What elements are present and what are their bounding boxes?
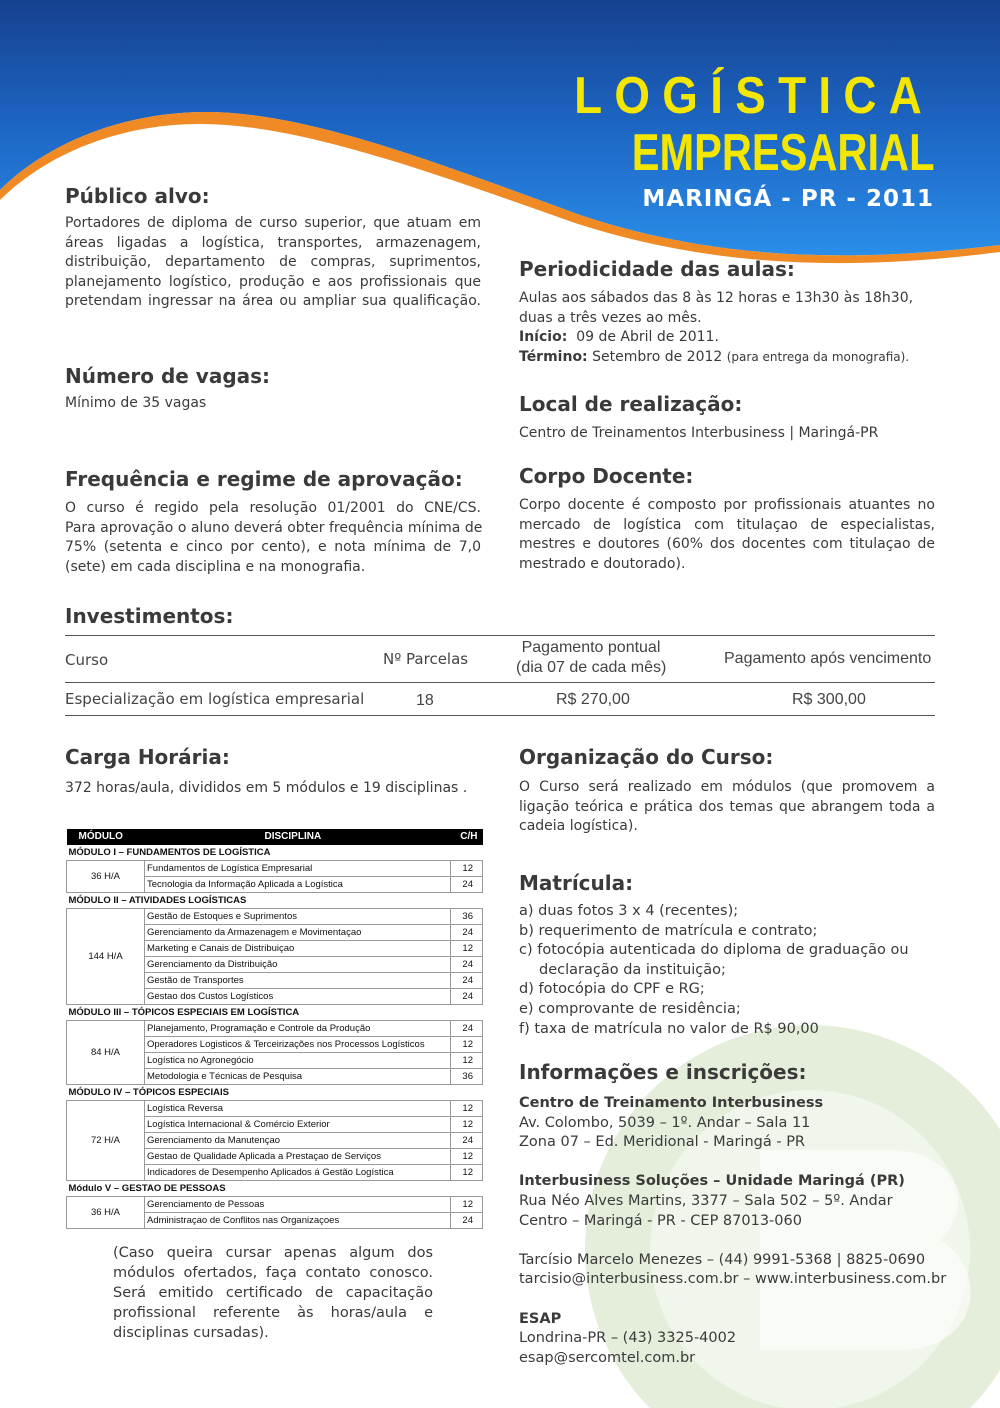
discipline-name: Gestão de Estoques e Suprimentos [145, 908, 451, 924]
local-heading: Local de realização: [519, 392, 743, 416]
module-title: MÓDULO II – ATIVIDADES LOGÍSTICAS [67, 892, 483, 908]
discipline-ch: 24 [451, 988, 483, 1004]
vagas-text: Mínimo de 35 vagas [65, 395, 207, 411]
module-hours: 36 H/A [67, 860, 145, 892]
module-title-row [67, 1180, 483, 1196]
discipline-ch: 12 [451, 860, 483, 876]
informacoes-text: Centro de Treinamento Interbusiness Av. Colombo, 5039 – 1º. Andar – Sala 11 Zona 07 – Ed. Meridional - Maringá - PR Interbusiness Soluções – Unidade Maringá (PR) Rua Néo Alves Martins, 3377 – Sala 502 – 5º. Andar Centro – Maringá - PR - CEP 87013-060 Tarcísio Marcelo Menezes – (44) 9991-5368 | 8825-0690 tarcisio@interbusiness.com.br – www.interbusiness.com.br ESAP Londrina-PR – (43) 3325-4002 esap@sercomtel.com.br [519, 1094, 959, 1368]
esap-email[interactable]: esap@sercomtel.com.br [519, 1349, 696, 1366]
modules-table-header [67, 829, 483, 845]
module-title-row [67, 845, 483, 861]
inv-row-apos: R$ 300,00 [792, 691, 866, 708]
investimentos-mid-rule [65, 682, 935, 683]
publico-alvo-text: Portadores de diploma de curso superior, que atuam em áreas ligadas a logística, transportes, armazenagem, distribuição, departamento de compras, suprimentos, planejamento logístico, produção e aos profissionais que pretendam ingressar na área ou ampliar sua qualificação. [65, 215, 481, 310]
discipline-ch: 24 [451, 1132, 483, 1148]
discipline-row [67, 860, 483, 876]
discipline-name: Gestao de Qualidade Aplicada a Prestaçao de Serviços [145, 1148, 451, 1164]
discipline-name: Logística no Agronegócio [145, 1052, 451, 1068]
modules-note: (Caso queira cursar apenas algum dos módulos ofertados, faça contato conosco. Será emitido certificado de capacitação profissional referente às horas/aula e disciplinas cursadas). [113, 1245, 433, 1341]
title-logistica: LOGÍSTICA [573, 67, 934, 125]
discipline-ch: 24 [451, 956, 483, 972]
discipline-row [67, 1100, 483, 1116]
header-disciplina: DISCIPLINA [145, 829, 451, 845]
discipline-name: Gerenciamento da Distribuição [145, 956, 451, 972]
frequencia-heading: Frequência e regime de aprovação: [65, 467, 463, 491]
matricula-item: declaração da instituição; [539, 961, 726, 978]
inv-row-curso: Especialização em logística empresarial [65, 690, 365, 708]
discipline-name: Fundamentos de Logística Empresarial [145, 860, 451, 876]
inv-header-parcelas: Nº Parcelas [383, 650, 469, 668]
discipline-ch: 36 [451, 908, 483, 924]
discipline-ch: 12 [451, 940, 483, 956]
discipline-name: Administraçao de Conflitos nas Organizaçoes [145, 1212, 451, 1228]
docente-heading: Corpo Docente: [519, 464, 694, 488]
organizacao-heading: Organização do Curso: [519, 745, 774, 769]
module-title: MÓDULO III – TÓPICOS ESPECIAIS EM LOGÍSTICA [67, 1004, 483, 1020]
discipline-ch: 24 [451, 876, 483, 892]
inv-row-parcelas: 18 [416, 692, 434, 709]
matricula-item: f) taxa de matrícula no valor de R$ 90,00 [519, 1020, 819, 1037]
investimentos-top-rule [65, 635, 935, 636]
discipline-name: Logística Internacional & Comércio Exterior [145, 1116, 451, 1132]
discipline-name: Indicadores de Desempenho Aplicados á Gestão Logística [145, 1164, 451, 1180]
matricula-item: a) duas fotos 3 x 4 (recentes); [519, 903, 739, 919]
subtitle-location-year: MARINGÁ - PR - 2011 [642, 186, 934, 212]
inv-header-apos: Pagamento após vencimento [724, 650, 932, 667]
discipline-name: Gerenciamento da Armazenagem e Movimentaçao [145, 924, 451, 940]
organizacao-text: O Curso será realizado em módulos (que promovem a ligação teórica e prática dos temas que abrangem toda a cadeia logística). [519, 779, 935, 835]
discipline-name: Gerenciamento de Pessoas [145, 1196, 451, 1212]
module-title-row [67, 1004, 483, 1020]
discipline-ch: 24 [451, 1020, 483, 1036]
discipline-name: Logística Reversa [145, 1100, 451, 1116]
header-ch: C/H [451, 829, 483, 845]
discipline-ch: 24 [451, 1212, 483, 1228]
module-hours: 36 H/A [67, 1196, 145, 1228]
discipline-ch: 36 [451, 1068, 483, 1084]
matricula-item: c) fotocópia autenticada do diploma de graduação ou [519, 942, 909, 959]
vagas-heading: Número de vagas: [65, 364, 271, 388]
header-modulo: MÓDULO [67, 829, 145, 845]
matricula-item: e) comprovante de residência; [519, 1000, 741, 1017]
investimentos-heading: Investimentos: [65, 604, 234, 628]
periodicidade-text: Aulas aos sábados das 8 às 12 horas e 13h30 às 18h30, duas a três vezes ao mês. Início: 09 de Abril de 2011. Término: Setembro de 2012 (para entrega da monografia). [519, 290, 914, 365]
contact-links[interactable]: tarcisio@interbusiness.com.br – www.interbusiness.com.br [519, 1271, 947, 1288]
informacoes-heading: Informações e inscrições: [519, 1060, 807, 1084]
discipline-name: Planejamento, Programação e Controle da Produção [145, 1020, 451, 1036]
module-title-row [67, 1084, 483, 1100]
discipline-ch: 12 [451, 1116, 483, 1132]
discipline-ch: 24 [451, 972, 483, 988]
carga-text: 372 horas/aula, divididos em 5 módulos e 19 disciplinas . [65, 780, 468, 796]
discipline-name: Tecnologia da Informação Aplicada a Logística [145, 876, 451, 892]
carga-heading: Carga Horária: [65, 745, 230, 769]
module-hours: 72 H/A [67, 1100, 145, 1180]
discipline-name: Gestao dos Custos Logísticos [145, 988, 451, 1004]
investimentos-bottom-rule [65, 715, 935, 716]
modules-table [66, 829, 483, 1229]
module-title: Módulo V – GESTAO DE PESSOAS [67, 1180, 483, 1196]
discipline-ch: 12 [451, 1052, 483, 1068]
matricula-list [519, 902, 939, 1039]
discipline-name: Gerenciamento da Manutençao [145, 1132, 451, 1148]
discipline-ch: 24 [451, 924, 483, 940]
title-empresarial: EMPRESARIAL [631, 124, 934, 182]
discipline-name: Gestão de Transportes [145, 972, 451, 988]
matricula-heading: Matrícula: [519, 871, 634, 895]
discipline-row [67, 1196, 483, 1212]
discipline-name: Marketing e Canais de Distribuiçao [145, 940, 451, 956]
discipline-row [67, 908, 483, 924]
discipline-name: Operadores Logisticos & Terceirizações nos Processos Logísticos [145, 1036, 451, 1052]
module-title: MÓDULO I – FUNDAMENTOS DE LOGÍSTICA [67, 845, 483, 861]
discipline-ch: 12 [451, 1036, 483, 1052]
discipline-ch: 12 [451, 1164, 483, 1180]
discipline-ch: 12 [451, 1148, 483, 1164]
local-text: Centro de Treinamentos Interbusiness | Maringá-PR [519, 425, 879, 441]
module-hours: 84 H/A [67, 1020, 145, 1084]
discipline-name: Metodologia e Técnicas de Pesquisa [145, 1068, 451, 1084]
module-hours: 144 H/A [67, 908, 145, 1004]
frequencia-text: O curso é regido pela resolução 01/2001 do CNE/CS. Para aprovação o aluno deverá obter frequência mínima de 75% (setenta e cinco por cento), e nota mínima de 7,0 (sete) em cada disciplina e na monografia. [65, 500, 483, 575]
inv-row-pontual: R$ 270,00 [556, 691, 630, 708]
inv-header-pontual: Pagamento pontual (dia 07 de cada mês) [516, 639, 667, 676]
inv-header-curso: Curso [65, 651, 109, 669]
matricula-item: b) requerimento de matrícula e contrato; [519, 922, 818, 939]
module-title-row [67, 892, 483, 908]
periodicidade-heading: Periodicidade das aulas: [519, 257, 795, 281]
module-title: MÓDULO IV – TÓPICOS ESPECIAIS [67, 1084, 483, 1100]
discipline-ch: 12 [451, 1196, 483, 1212]
discipline-row [67, 1020, 483, 1036]
docente-text: Corpo docente é composto por profissionais atuantes no mercado de logística com titulaçao de especialistas, mestres e doutores (60% dos docentes com titulaçao de mestrado e doutorado). [519, 497, 935, 572]
matricula-item: d) fotocópia do CPF e RG; [519, 981, 705, 998]
discipline-ch: 12 [451, 1100, 483, 1116]
publico-alvo-heading: Público alvo: [65, 184, 210, 208]
